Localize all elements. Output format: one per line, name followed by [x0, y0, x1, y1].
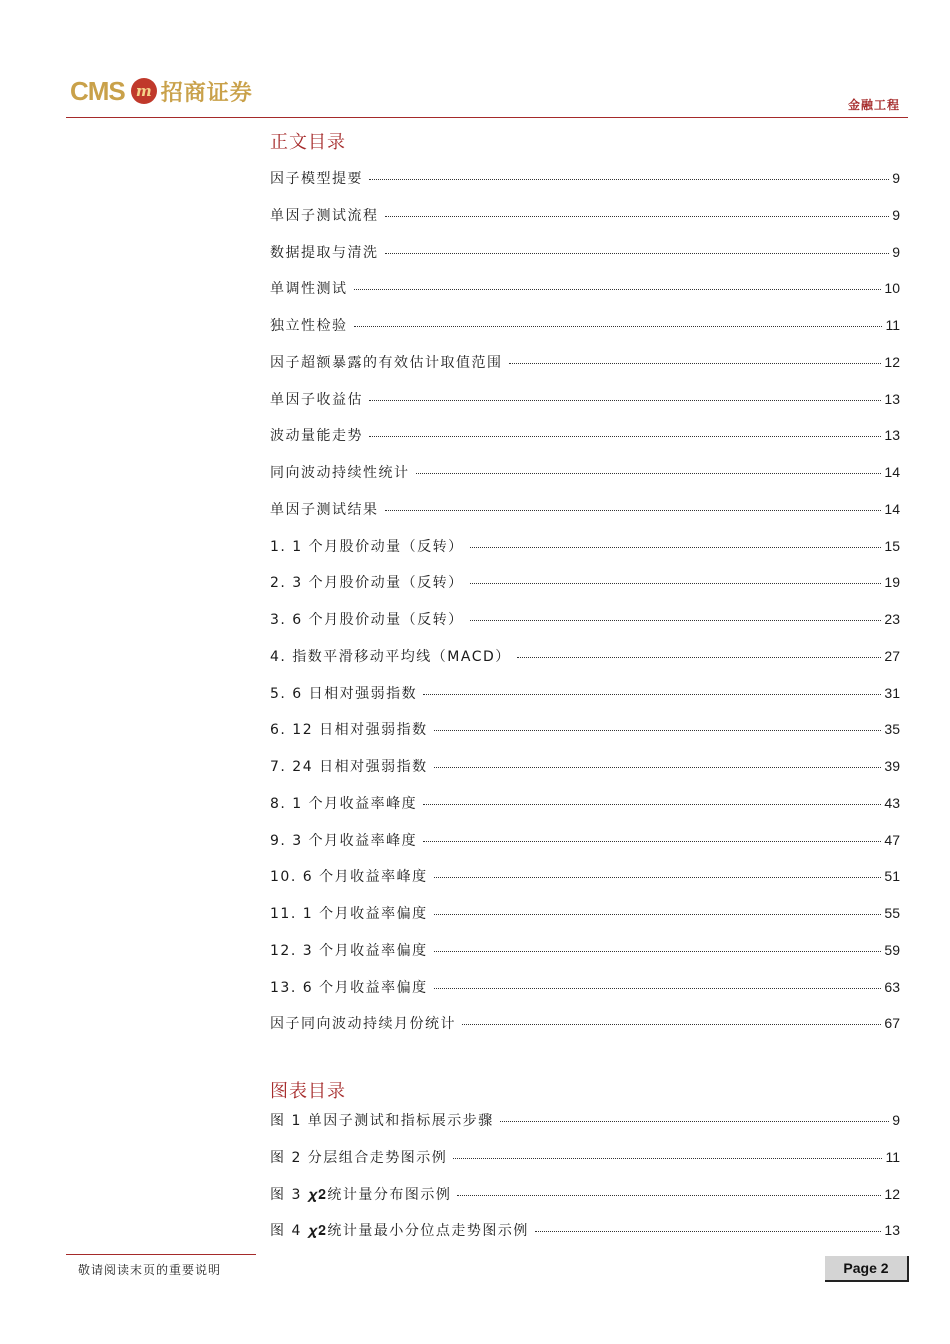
logo-cms-text: CMS	[70, 75, 125, 106]
toc-entry[interactable]	[270, 352, 900, 389]
toc-entry-label: 4. 指数平滑移动平均线（MACD）	[270, 648, 511, 665]
toc-leader-dots	[509, 363, 882, 364]
toc-entry-page: 39	[884, 758, 900, 774]
company-logo	[70, 74, 253, 108]
toc-entry-page: 10	[884, 280, 900, 297]
toc-entry[interactable]	[270, 168, 900, 205]
toc-entry-page: 55	[884, 905, 900, 921]
toc-entry-page: 13	[884, 390, 900, 407]
toc-leader-dots	[369, 436, 881, 437]
toc-entry-label: 单因子测试结果	[270, 501, 379, 518]
toc-entry[interactable]	[270, 1220, 900, 1257]
toc-entry[interactable]	[270, 646, 900, 683]
toc-entry[interactable]	[270, 940, 900, 977]
toc-entry-page: 9	[892, 170, 900, 186]
toc-leader-dots	[434, 877, 882, 878]
toc-entry-page: 51	[884, 868, 900, 885]
toc-entry[interactable]	[270, 1013, 900, 1050]
toc-entry[interactable]	[270, 425, 900, 462]
toc-leader-dots	[423, 841, 881, 842]
toc-entry[interactable]	[270, 866, 900, 903]
toc-entry-page: 14	[884, 464, 900, 480]
toc-entry-page: 11	[885, 1148, 900, 1165]
toc-entry[interactable]	[270, 278, 900, 315]
toc-entry-label: 9. 3 个月收益率峰度	[270, 832, 418, 849]
report-category: 金融工程	[847, 98, 900, 112]
toc-entry-page: 23	[884, 611, 900, 627]
toc-entry-page: 11	[885, 317, 900, 333]
toc-entry-page: 9	[892, 206, 900, 223]
toc-entry-label: 因子模型提要	[270, 171, 363, 187]
toc-entry[interactable]	[270, 315, 900, 352]
toc-entry-page: 63	[884, 978, 900, 995]
toc-leader-dots	[462, 1024, 881, 1025]
toc-entry-label: 图 3 𝝌𝟐统计量分布图示例	[270, 1186, 452, 1203]
toc-leader-dots	[354, 289, 882, 290]
toc-entry-label: 波动量能走势	[270, 428, 363, 445]
toc-entry-label: 因子超额暴露的有效估计取值范围	[270, 354, 503, 371]
toc-entry[interactable]	[270, 462, 900, 499]
header-divider	[66, 117, 908, 118]
toc-leader-dots	[470, 547, 882, 548]
toc-entry-label: 图 4 𝝌𝟐统计量最小分位点走势图示例	[270, 1223, 529, 1240]
toc-entry-page: 14	[884, 500, 900, 517]
toc-entry[interactable]	[270, 242, 900, 279]
toc-leader-dots	[354, 326, 883, 327]
toc-entry-label: 单调性测试	[270, 281, 348, 298]
toc-entry-page: 13	[884, 1222, 900, 1239]
toc-entry[interactable]	[270, 903, 900, 940]
toc-entry[interactable]	[270, 1147, 900, 1184]
toc-leader-dots	[470, 620, 882, 621]
toc-entry-label: 单因子收益估	[270, 391, 363, 408]
toc-entry[interactable]	[270, 830, 900, 867]
toc-entry-label: 独立性检验	[270, 318, 348, 334]
toc-entry-page: 9	[892, 243, 900, 260]
toc-entry[interactable]	[270, 793, 900, 830]
toc-leader-dots	[385, 510, 882, 511]
toc-entry-label: 13. 6 个月收益率偏度	[270, 979, 428, 996]
toc-entry[interactable]	[270, 1110, 900, 1147]
toc-entry-page: 13	[884, 427, 900, 444]
toc-entry-label: 数据提取与清洗	[270, 244, 379, 261]
toc-entry[interactable]	[270, 572, 900, 609]
toc-leader-dots	[434, 730, 882, 731]
toc-entry[interactable]	[270, 499, 900, 536]
toc-entry-label: 6. 12 日相对强弱指数	[270, 722, 428, 739]
toc-entry-label: 单因子测试流程	[270, 207, 379, 224]
toc-leader-dots	[369, 400, 881, 401]
toc-entry-label: 5. 6 日相对强弱指数	[270, 685, 418, 702]
toc-entry-label: 同向波动持续性统计	[270, 465, 410, 481]
toc-entry-page: 59	[884, 941, 900, 958]
toc-entry-page: 12	[884, 1185, 900, 1202]
toc-entry-page: 27	[884, 647, 900, 664]
toc-main-title: 正文目录	[270, 132, 346, 153]
toc-leader-dots	[385, 253, 890, 254]
toc-entry-label: 10. 6 个月收益率峰度	[270, 869, 428, 886]
logo-badge-icon: m	[131, 78, 157, 104]
toc-leader-dots	[517, 657, 882, 658]
toc-leader-dots	[423, 804, 881, 805]
toc-leader-dots	[434, 988, 882, 989]
toc-entry-page: 12	[884, 353, 900, 370]
toc-leader-dots	[416, 473, 882, 474]
toc-entry-label: 8. 1 个月收益率峰度	[270, 795, 418, 812]
toc-leader-dots	[500, 1121, 889, 1122]
page-number-badge: Page 2	[825, 1256, 909, 1282]
toc-entry-page: 43	[884, 794, 900, 811]
toc-entry-page: 15	[884, 537, 900, 554]
toc-figures-list	[270, 1110, 900, 1257]
toc-entry[interactable]	[270, 977, 900, 1014]
toc-entry-page: 47	[884, 831, 900, 848]
toc-leader-dots	[434, 951, 882, 952]
logo-chinese-name: 招商证券	[160, 79, 253, 106]
toc-entry[interactable]	[270, 756, 900, 793]
toc-entry-label: 3. 6 个月股价动量（反转）	[270, 612, 464, 628]
toc-leader-dots	[434, 914, 882, 915]
toc-entry[interactable]	[270, 1184, 900, 1221]
toc-leader-dots	[453, 1158, 882, 1159]
toc-entry-label: 2. 3 个月股价动量（反转）	[270, 575, 464, 592]
toc-entry[interactable]	[270, 683, 900, 720]
toc-entry[interactable]	[270, 536, 900, 573]
toc-entry-label: 12. 3 个月收益率偏度	[270, 942, 428, 959]
toc-entry-label: 7. 24 日相对强弱指数	[270, 759, 428, 775]
toc-entry-page: 9	[892, 1112, 900, 1128]
toc-entry-page: 35	[884, 721, 900, 738]
toc-entry-label: 1. 1 个月股价动量（反转）	[270, 538, 464, 555]
toc-leader-dots	[457, 1195, 881, 1196]
toc-entry[interactable]	[270, 205, 900, 242]
toc-main-list	[270, 168, 900, 1050]
toc-entry-page: 67	[884, 1015, 900, 1032]
toc-entry[interactable]	[270, 609, 900, 646]
toc-entry-page: 19	[884, 574, 900, 591]
toc-entry-label: 因子同向波动持续月份统计	[270, 1016, 456, 1033]
toc-entry[interactable]	[270, 719, 900, 756]
toc-entry[interactable]	[270, 389, 900, 426]
toc-entry-label: 图 2 分层组合走势图示例	[270, 1149, 448, 1166]
toc-leader-dots	[423, 694, 881, 695]
toc-leader-dots	[470, 583, 882, 584]
toc-entry-page: 31	[884, 684, 900, 701]
toc-leader-dots	[434, 767, 882, 768]
toc-entry-label: 图 1 单因子测试和指标展示步骤	[270, 1113, 494, 1129]
footer-divider	[66, 1254, 256, 1255]
toc-leader-dots	[369, 179, 889, 180]
disclaimer-note: 敬请阅读末页的重要说明	[78, 1263, 222, 1277]
toc-leader-dots	[385, 216, 890, 217]
toc-entry-label: 11. 1 个月收益率偏度	[270, 906, 428, 922]
toc-leader-dots	[535, 1231, 881, 1232]
toc-figures-title: 图表目录	[270, 1081, 346, 1102]
